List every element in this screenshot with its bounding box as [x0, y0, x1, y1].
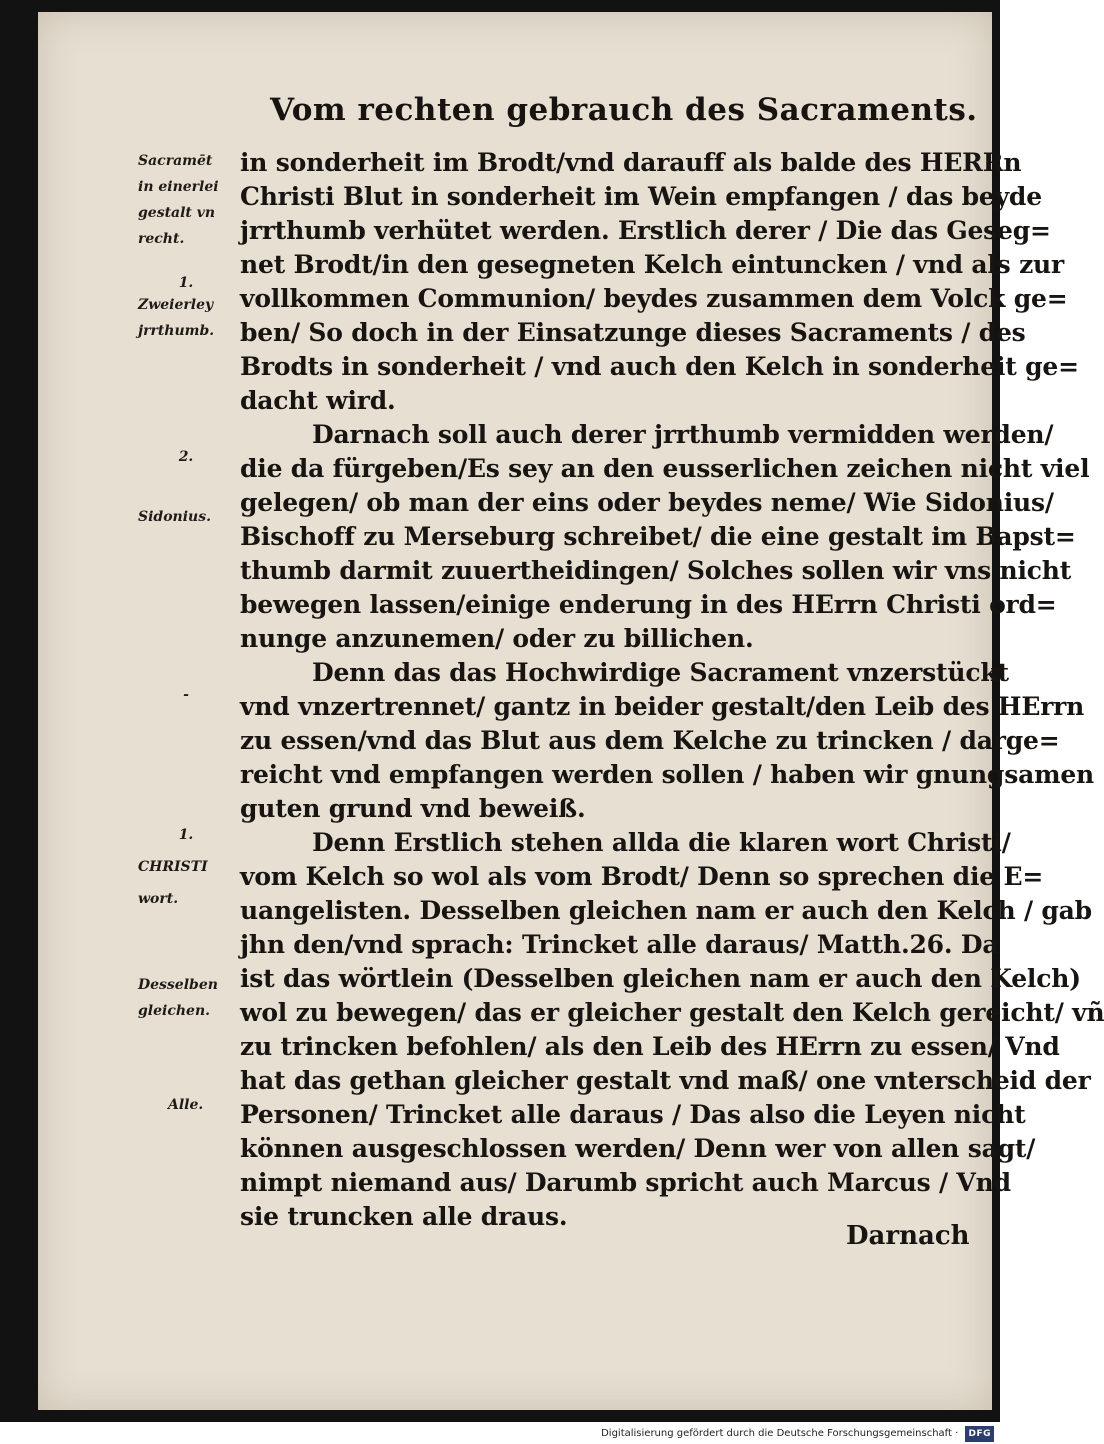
margin-note: 2.: [178, 449, 194, 465]
text-line: Denn Erstlich stehen allda die klaren wort Christi/: [312, 828, 1011, 857]
text-line: können ausgeschlossen werden/ Denn wer von allen sagt/: [240, 1134, 1036, 1163]
text-line: nunge anzunemen/ oder zu billichen.: [240, 624, 754, 653]
text-line: net Brodt/in den gesegneten Kelch eintuncken / vnd als zur: [240, 250, 1065, 279]
text-line: Bischoff zu Merseburg schreibet/ die eine gestalt im Bapst=: [240, 522, 1076, 551]
margin-note: Sacramēt: [138, 153, 213, 169]
margin-note: -: [183, 687, 189, 703]
text-line: in sonderheit im Brodt/vnd darauff als balde des HERRn: [240, 148, 1022, 177]
text-line: hat das gethan gleicher gestalt vnd maß/ one vnterscheid der: [240, 1066, 1091, 1095]
text-line: uangelisten. Desselben gleichen nam er auch den Kelch / gab: [240, 896, 1092, 925]
text-line: Christi Blut in sonderheit im Wein empfangen / das beyde: [240, 182, 1042, 211]
margin-note: Sidonius.: [138, 509, 211, 525]
catchword: Darnach: [846, 1221, 970, 1251]
text-line: vnd vnzertrennet/ gantz in beider gestalt/den Leib des HErrn: [240, 692, 1085, 721]
text-line: vom Kelch so wol als vom Brodt/ Denn so sprechen die E=: [240, 862, 1044, 891]
text-line: nimpt niemand aus/ Darumb spricht auch Marcus / Vnd: [240, 1168, 1011, 1197]
text-line: jrrthumb verhütet werden. Erstlich derer / Die das Geseg=: [240, 216, 1051, 245]
text-line: dacht wird.: [240, 386, 396, 415]
running-header: Vom rechten gebrauch des Sacraments.: [270, 92, 978, 128]
text-line: gelegen/ ob man der eins oder beydes neme/ Wie Sidonius/: [240, 488, 1054, 517]
text-line: jhn den/vnd sprach: Trincket alle daraus/ Matth.26. Da: [240, 930, 999, 959]
text-line: ist das wörtlein (Desselben gleichen nam er auch den Kelch): [240, 964, 1081, 993]
credit-text: Digitalisierung gefördert durch die Deutsche Forschungsgemeinschaft ·: [601, 1428, 959, 1439]
margin-note: jrrthumb.: [138, 323, 215, 339]
margin-note: 1.: [178, 827, 194, 843]
margin-note: gleichen.: [138, 1003, 210, 1019]
text-line: ben/ So doch in der Einsatzunge dieses Sacraments / des: [240, 318, 1026, 347]
text-line: vollkommen Communion/ beydes zusammen dem Volck ge=: [240, 284, 1068, 313]
text-line: reicht vnd empfangen werden sollen / haben wir gnungsamen: [240, 760, 1095, 789]
text-line: Darnach soll auch derer jrrthumb vermidden werden/: [312, 420, 1054, 449]
margin-note: wort.: [138, 891, 179, 907]
text-line: die da fürgeben/Es sey an den eusserlichen zeichen nicht viel: [240, 454, 1090, 483]
margin-note: Desselben: [138, 977, 218, 993]
margin-note: gestalt vn: [138, 205, 216, 221]
dfg-logo: DFG: [965, 1426, 994, 1442]
text-line: bewegen lassen/einige enderung in des HErrn Christi ord=: [240, 590, 1057, 619]
text-line: wol zu bewegen/ das er gleicher gestalt den Kelch gereicht/ vñ: [240, 998, 1104, 1027]
text-line: zu trincken befohlen/ als den Leib des HErrn zu essen/ Vnd: [240, 1032, 1060, 1061]
margin-note: in einerlei: [138, 179, 219, 195]
margin-note: CHRISTI: [138, 859, 208, 875]
text-line: guten grund vnd beweiß.: [240, 794, 586, 823]
text-line: Brodts in sonderheit / vnd auch den Kelch in sonderheit ge=: [240, 352, 1079, 381]
text-line: sie truncken alle draus.: [240, 1202, 568, 1231]
text-line: Personen/ Trincket alle daraus / Das also die Leyen nicht: [240, 1100, 1026, 1129]
margin-note: Zweierley: [138, 297, 214, 313]
margin-note: 1.: [178, 275, 194, 291]
margin-note: Alle.: [168, 1097, 204, 1113]
text-line: Denn das das Hochwirdige Sacrament vnzerstückt: [312, 658, 1009, 687]
text-line: thumb darmit zuuertheidingen/ Solches sollen wir vns nicht: [240, 556, 1072, 585]
digitization-credit: [0, 1426, 994, 1442]
text-line: zu essen/vnd das Blut aus dem Kelche zu trincken / darge=: [240, 726, 1060, 755]
margin-note: recht.: [138, 231, 185, 247]
